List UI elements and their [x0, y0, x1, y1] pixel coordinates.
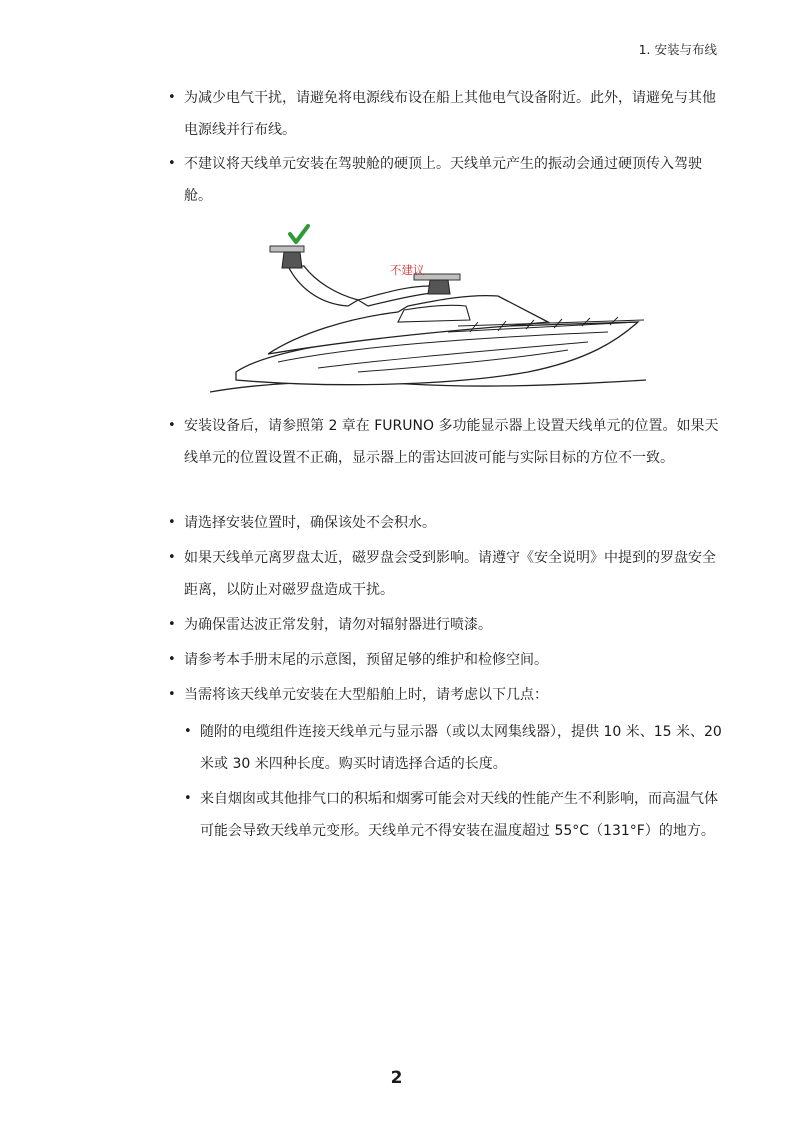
- radar-antenna-icon: [270, 246, 304, 252]
- list-item: • 为减少电气干扰，请避免将电源线布设在船上其他电气设备附近。此外，请避免与其他电源线并行布线。: [168, 82, 724, 146]
- radar-arch: [288, 266, 358, 306]
- antenna-pedestal: [282, 252, 302, 268]
- list-item: • 请参考本手册末尾的示意图，预留足够的维护和检修空间。: [168, 644, 724, 676]
- boat-antenna-figure: [208, 222, 648, 402]
- check-mark-icon: [290, 226, 308, 242]
- list-item: • 如果天线单元离罗盘太近，磁罗盘会受到影响。请遵守《安全说明》中提到的罗盘安全距离，以防止对磁罗盘造成干扰。: [168, 542, 724, 606]
- not-recommended-label: 不建议: [390, 263, 425, 277]
- running-header: 1. 安装与布线: [638, 42, 717, 57]
- antenna-pedestal: [428, 280, 450, 294]
- list-item: • 请选择安装位置时，确保该处不会积水。: [168, 507, 724, 539]
- list-item: • 为确保雷达波正常发射，请勿对辐射器进行喷漆。: [168, 609, 724, 641]
- list-item: • 不建议将天线单元安装在驾驶舱的硬顶上。天线单元产生的振动会通过硬顶传入驾驶舱。: [168, 148, 724, 212]
- sub-list-item: • 随附的电缆组件连接天线单元与显示器（或以太网集线器），提供 10 米、15 米、20 米或 30 米四种长度。购买时请选择合适的长度。: [184, 716, 724, 780]
- sub-list-item: • 来自烟囱或其他排气口的积垢和烟雾可能会对天线的性能产生不利影响，而高温气体可能会导致天线单元变形。天线单元不得安装在温度超过 55°C（131°F）的地方。: [184, 783, 724, 847]
- list-item: • 安装设备后，请参照第 2 章在 FURUNO 多功能显示器上设置天线单元的位置。如果天线单元的位置设置不正确，显示器上的雷达回波可能与实际目标的方位不一致。: [168, 410, 724, 474]
- list-item: • 当需将该天线单元安装在大型船舶上时，请考虑以下几点：: [168, 679, 724, 711]
- boat-illustration: [208, 222, 648, 402]
- page-number: 2: [390, 1068, 403, 1088]
